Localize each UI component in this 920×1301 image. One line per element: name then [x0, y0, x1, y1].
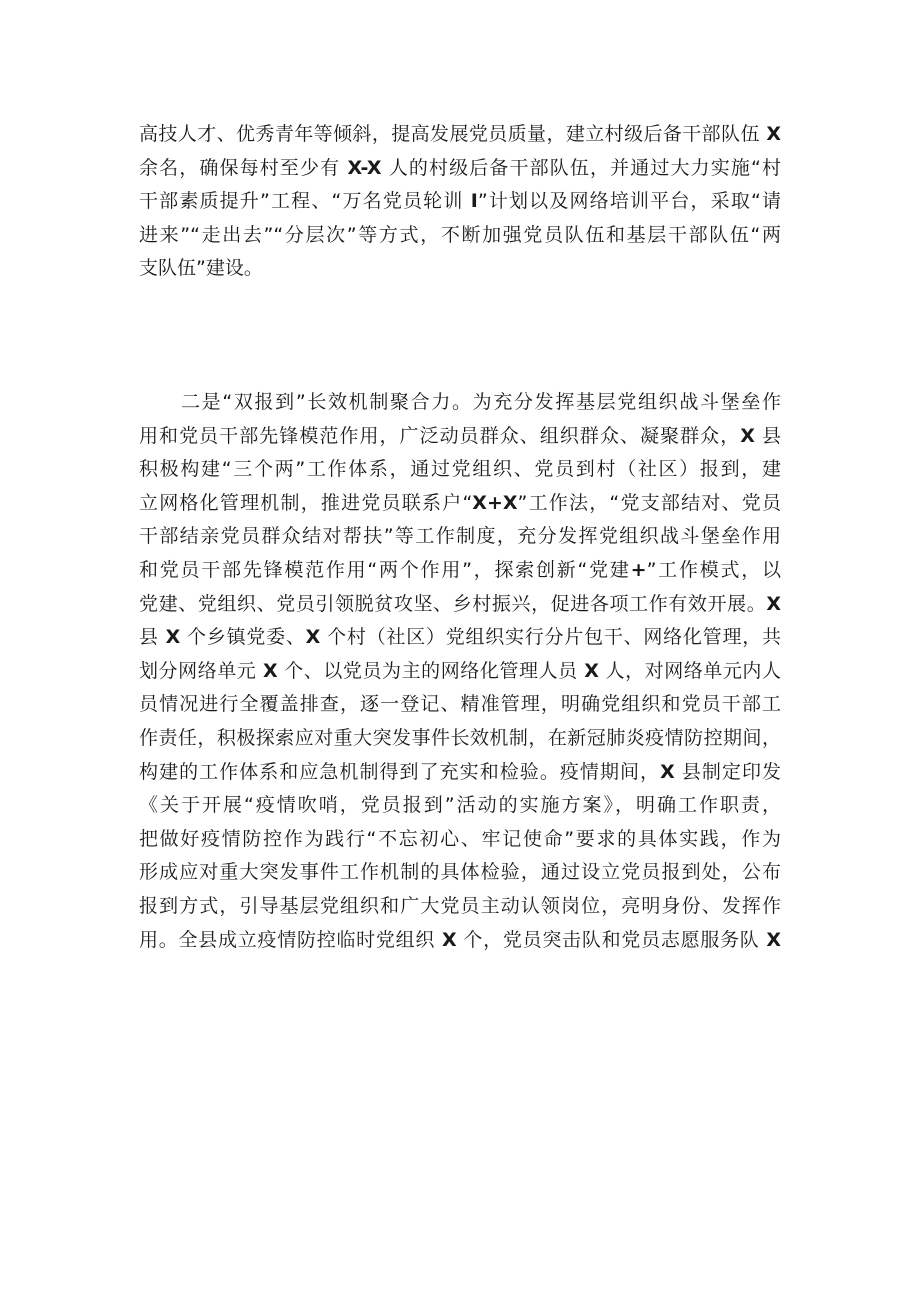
- text-line: 形成应对重大突发事件工作机制的具体检验，通过设立党员报到处，公布: [139, 861, 781, 884]
- text-line: 用和党员干部先锋模范作用，广泛动员群众、组织群众、凝聚群众，X 县: [139, 424, 781, 447]
- text-line: 二是“双报到”长效机制聚合力。为充分发挥基层党组织战斗堡垒作: [181, 391, 781, 413]
- paragraph-1: [139, 118, 781, 286]
- text-line: 进来”“走出去”“分层次”等方式，不断加强党员队伍和基层干部队伍“两: [139, 223, 781, 246]
- text-line: 党建、党组织、党员引领脱贫攻坚、乡村振兴，促进各项工作有效开展。X: [139, 592, 781, 615]
- text-line: 立网格化管理机制，推进党员联系户“X+X”工作法，“党支部结对、党员: [139, 491, 781, 514]
- text-line: 积极构建“三个两”工作体系，通过党组织、党员到村（社区）报到，建: [139, 458, 781, 481]
- text-line: 构建的工作体系和应急机制得到了充实和检验。疫情期间，X 县制定印发: [139, 760, 781, 783]
- text-line: 《关于开展“疫情吹哨，党员报到”活动的实施方案》，明确工作职责，: [139, 794, 781, 817]
- text-line: 员情况进行全覆盖排查，逐一登记、精准管理，明确党组织和党员干部工: [139, 693, 781, 716]
- text-line: 干部素质提升”工程、“万名党员轮训 I”计划以及网络培训平台，采取“请: [139, 190, 782, 213]
- text-line: 把做好疫情防控作为践行“不忘初心、牢记使命”要求的具体实践，作为: [139, 827, 781, 850]
- paragraph-2: [139, 386, 781, 957]
- text-line: 余名，确保每村至少有 X-X 人的村级后备干部队伍，并通过大力实施“村: [139, 156, 781, 179]
- text-line: 报到方式，引导基层党组织和广大党员主动认领岗位，亮明身份、发挥作: [139, 894, 781, 917]
- text-line: 干部结亲党员群众结对帮扶”等工作制度，充分发挥党组织战斗堡垒作用: [139, 525, 781, 548]
- text-line: 高技人才、优秀青年等倾斜，提高发展党员质量，建立村级后备干部队伍 X: [139, 123, 781, 145]
- text-line: 作责任，积极探索应对重大突发事件长效机制，在新冠肺炎疫情防控期间，: [139, 726, 781, 749]
- text-line: 支队伍”建设。: [139, 257, 263, 280]
- text-line: 和党员干部先锋模范作用“两个作用”，探索创新“党建+”工作模式，以: [139, 558, 782, 581]
- text-line: 县 X 个乡镇党委、X 个村（社区）党组织实行分片包干、网络化管理，共: [139, 626, 781, 649]
- text-line: 划分网络单元 X 个、以党员为主的网络化管理人员 X 人，对网络单元内人: [139, 659, 781, 682]
- text-line: 用。全县成立疫情防控临时党组织 X 个，党员突击队和党员志愿服务队 X: [139, 928, 781, 951]
